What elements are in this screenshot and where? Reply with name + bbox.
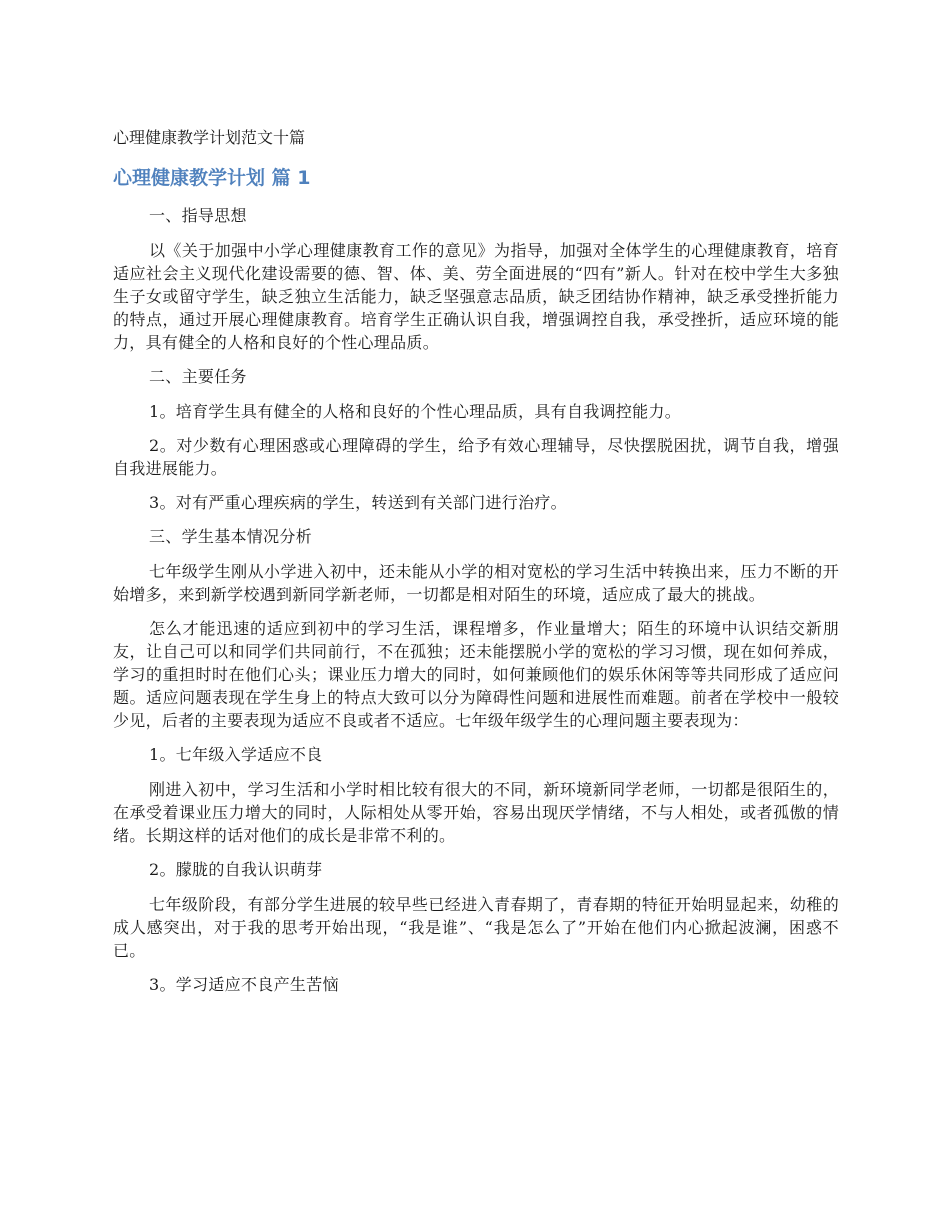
heading-student-analysis: 三、学生基本情况分析 — [149, 527, 313, 546]
task-item-1: 1。培育学生具有健全的人格和良好的个性心理品质，具有自我调控能力。 — [149, 402, 682, 421]
subheading-adaptation: 1。七年级入学适应不良 — [149, 745, 323, 764]
document-page — [113, 126, 839, 1008]
document-title: 心理健康教学计划范文十篇 — [113, 128, 306, 147]
paragraph-adaptation: 刚进入初中，学习生活和小学时相比较有很大的不同，新环境新同学老师，一切都是很陌生的，在承受着课业压力增大的同时，人际相处从零开始，容易出现厌学情绪，不与人相处，或者孤傲的情绪。长期这样的话对他们的成长是非常不利的。 — [113, 780, 839, 845]
paragraph-analysis-2: 怎么才能迅速的适应到初中的学习生活，课程增多，作业量增大；陌生的环境中认识结交新朋友，让自己可以和同学们共同前行，不在孤独；还未能摆脱小学的宽松的学习习惯，现在如何养成，学习的重担时时在他们心头；课业压力增大的同时，如何兼顾他们的娱乐休闲等等共同形成了适应问题。适应问题表现在学生身上的特点大致可以分为障碍性问题和进展性而难题。前者在学校中一般较少见，后者的主要表现为适应不良或者不适应。七年级年级学生的心理问题主要表现为： — [113, 619, 839, 730]
paragraph-analysis-1: 七年级学生刚从小学进入初中，还未能从小学的相对宽松的学习生活中转换出来，压力不断的开始增多，来到新学校遇到新同学新老师，一切都是相对陌生的环境，适应成了最大的挑战。 — [113, 562, 839, 604]
heading-guiding-ideology: 一、指导思想 — [149, 206, 247, 225]
paragraph-self-awareness: 七年级阶段，有部分学生进展的较早些已经进入青春期了，青春期的特征开始明显起来，幼稚的成人感突出，对于我的思考开始出现，“我是谁”、“我是怎么了”开始在他们内心掀起波澜，困惑不已。 — [113, 895, 839, 960]
task-item-2: 2。对少数有心理困惑或心理障碍的学生，给予有效心理辅导，尽快摆脱困扰，调节自我，增强自我进展能力。 — [113, 436, 839, 478]
heading-main-tasks: 二、主要任务 — [149, 367, 247, 386]
task-item-3: 3。对有严重心理疾病的学生，转送到有关部门进行治疗。 — [149, 493, 567, 512]
paragraph-guiding-ideology: 以《关于加强中小学心理健康教育工作的意见》为指导，加强对全体学生的心理健康教育，培育适应社会主义现代化建设需要的德、智、体、美、劳全面进展的“四有”新人。针对在校中学生大多独生子女或留守学生，缺乏独立生活能力，缺乏坚强意志品质，缺乏团结协作精神，缺乏承受挫折能力的特点，通过开展心理健康教育。培育学生正确认识自我，增强调控自我，承受挫折，适应环境的能力，具有健全的人格和良好的个性心理品质。 — [113, 241, 839, 352]
subheading-self-awareness: 2。朦胧的自我认识萌芽 — [149, 860, 323, 879]
section-heading: 心理健康教学计划 篇 1 — [113, 167, 311, 189]
subheading-learning-adaptation: 3。学习适应不良产生苦恼 — [149, 975, 339, 994]
